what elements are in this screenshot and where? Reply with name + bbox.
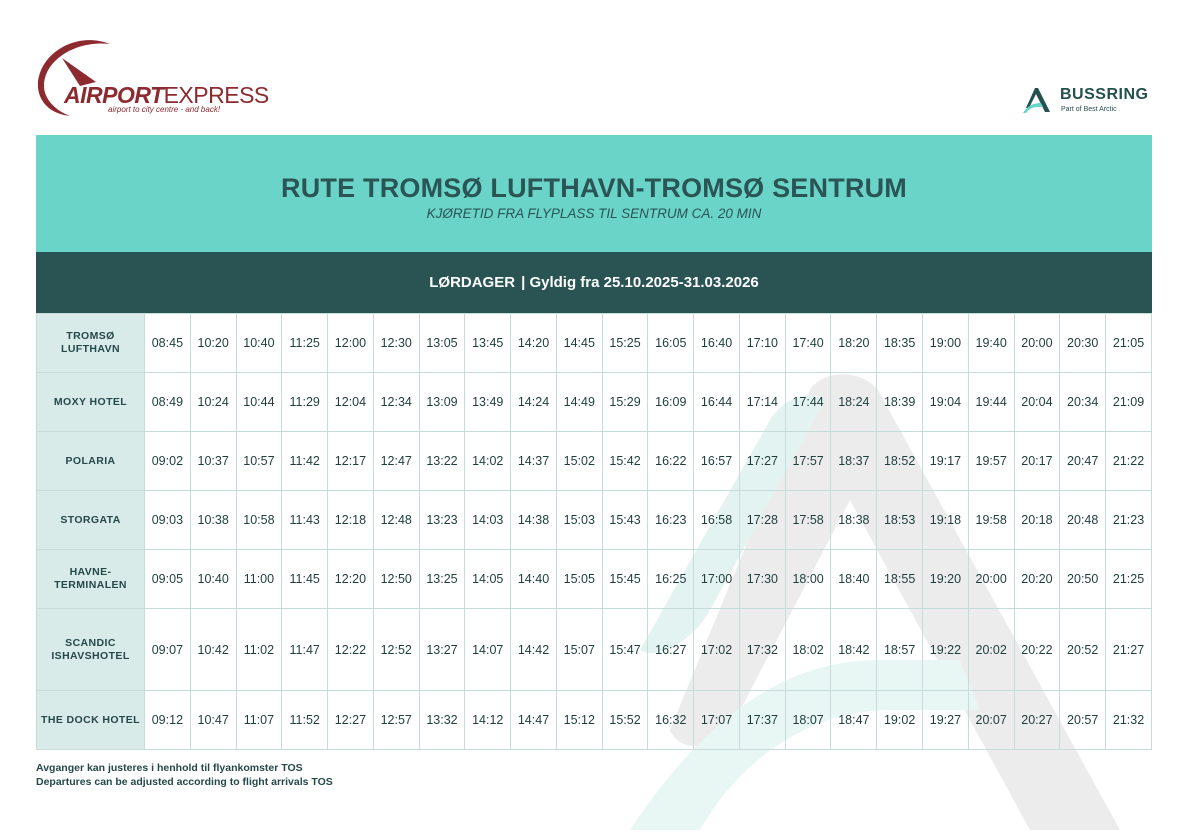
- departure-time: 17:27: [739, 432, 785, 491]
- departure-time: 19:44: [968, 373, 1014, 432]
- departure-time: 18:47: [831, 691, 877, 750]
- departure-time: 10:24: [190, 373, 236, 432]
- departure-time: 18:57: [877, 609, 923, 691]
- departure-time: 12:52: [373, 609, 419, 691]
- departure-time: 14:24: [511, 373, 557, 432]
- departure-time: 12:17: [328, 432, 374, 491]
- departure-time: 17:07: [694, 691, 740, 750]
- departure-time: 19:18: [923, 491, 969, 550]
- departure-time: 19:00: [923, 314, 969, 373]
- departure-time: 16:58: [694, 491, 740, 550]
- departure-time: 21:32: [1106, 691, 1152, 750]
- departure-time: 16:27: [648, 609, 694, 691]
- departure-time: 20:52: [1060, 609, 1106, 691]
- airportexpress-logo: [34, 36, 274, 118]
- departure-time: 17:30: [739, 550, 785, 609]
- departure-time: 20:48: [1060, 491, 1106, 550]
- departure-time: 20:20: [1014, 550, 1060, 609]
- departure-time: 12:57: [373, 691, 419, 750]
- departure-time: 20:30: [1060, 314, 1106, 373]
- departure-time: 15:43: [602, 491, 648, 550]
- departure-time: 17:40: [785, 314, 831, 373]
- departure-time: 10:38: [190, 491, 236, 550]
- departure-time: 12:30: [373, 314, 419, 373]
- departure-time: 17:32: [739, 609, 785, 691]
- timetable: [36, 313, 1152, 750]
- table-row: [37, 609, 1152, 691]
- departure-time: 20:18: [1014, 491, 1060, 550]
- departure-time: 19:04: [923, 373, 969, 432]
- departure-time: 13:09: [419, 373, 465, 432]
- departure-time: 11:25: [282, 314, 328, 373]
- departure-time: 14:38: [511, 491, 557, 550]
- brand-part2: EXPRESS: [163, 82, 269, 108]
- departure-time: 15:02: [556, 432, 602, 491]
- departure-time: 18:37: [831, 432, 877, 491]
- departure-time: 09:12: [145, 691, 191, 750]
- departure-time: 14:40: [511, 550, 557, 609]
- departure-time: 15:47: [602, 609, 648, 691]
- departure-time: 18:00: [785, 550, 831, 609]
- departure-time: 17:28: [739, 491, 785, 550]
- departure-time: 16:09: [648, 373, 694, 432]
- footnote-english: Departures can be adjusted according to flight arrivals TOS: [36, 776, 333, 788]
- departure-time: 18:35: [877, 314, 923, 373]
- departure-time: 16:23: [648, 491, 694, 550]
- departure-time: 11:00: [236, 550, 282, 609]
- departure-time: 13:32: [419, 691, 465, 750]
- route-header: [36, 135, 1152, 252]
- departure-time: 15:25: [602, 314, 648, 373]
- departure-time: 18:55: [877, 550, 923, 609]
- departure-time: 12:48: [373, 491, 419, 550]
- departure-time: 17:14: [739, 373, 785, 432]
- departure-time: 14:12: [465, 691, 511, 750]
- departure-time: 19:22: [923, 609, 969, 691]
- departure-time: 12:47: [373, 432, 419, 491]
- departure-time: 17:57: [785, 432, 831, 491]
- departure-time: 19:27: [923, 691, 969, 750]
- departure-time: 10:37: [190, 432, 236, 491]
- departure-time: 10:40: [236, 314, 282, 373]
- departure-time: 09:03: [145, 491, 191, 550]
- stop-name: MOXY HOTEL: [37, 373, 145, 432]
- departure-time: 09:05: [145, 550, 191, 609]
- departure-time: 15:29: [602, 373, 648, 432]
- validity-bar: [36, 252, 1152, 313]
- departure-time: 10:47: [190, 691, 236, 750]
- airport-tagline: airport to city centre - and back!: [108, 105, 221, 114]
- departure-time: 20:04: [1014, 373, 1060, 432]
- departure-time: 19:17: [923, 432, 969, 491]
- departure-time: 11:52: [282, 691, 328, 750]
- departure-time: 12:27: [328, 691, 374, 750]
- departure-time: 11:02: [236, 609, 282, 691]
- brand-part1: AIRPORT: [64, 82, 164, 108]
- departure-time: 12:20: [328, 550, 374, 609]
- bussring-subtitle: Part of Best Arctic: [1061, 106, 1117, 113]
- departure-time: 16:40: [694, 314, 740, 373]
- departure-time: 15:45: [602, 550, 648, 609]
- departure-time: 13:05: [419, 314, 465, 373]
- departure-time: 17:00: [694, 550, 740, 609]
- departure-time: 20:00: [1014, 314, 1060, 373]
- departure-time: 20:00: [968, 550, 1014, 609]
- departure-time: 15:03: [556, 491, 602, 550]
- departure-time: 14:03: [465, 491, 511, 550]
- departure-time: 20:07: [968, 691, 1014, 750]
- departure-time: 12:34: [373, 373, 419, 432]
- departure-time: 15:07: [556, 609, 602, 691]
- departure-time: 19:40: [968, 314, 1014, 373]
- departure-time: 12:04: [328, 373, 374, 432]
- departure-time: 15:42: [602, 432, 648, 491]
- departure-time: 13:45: [465, 314, 511, 373]
- table-row: [37, 373, 1152, 432]
- departure-time: 19:58: [968, 491, 1014, 550]
- departure-time: 20:50: [1060, 550, 1106, 609]
- departure-time: 19:20: [923, 550, 969, 609]
- departure-time: 20:22: [1014, 609, 1060, 691]
- page-title: RUTE TROMSØ LUFTHAVN-TROMSØ SENTRUM: [281, 173, 907, 203]
- departure-time: 12:00: [328, 314, 374, 373]
- departure-time: 10:42: [190, 609, 236, 691]
- stop-name: SCANDIC ISHAVSHOTEL: [37, 609, 145, 691]
- day-label: LØRDAGER: [429, 274, 516, 291]
- departure-time: 16:25: [648, 550, 694, 609]
- departure-time: 18:38: [831, 491, 877, 550]
- timetable-body: [37, 314, 1152, 750]
- departure-time: 19:57: [968, 432, 1014, 491]
- departure-time: 20:57: [1060, 691, 1106, 750]
- departure-time: 14:07: [465, 609, 511, 691]
- departure-time: 10:57: [236, 432, 282, 491]
- departure-time: 18:52: [877, 432, 923, 491]
- stop-name: THE DOCK HOTEL: [37, 691, 145, 750]
- departure-time: 21:05: [1106, 314, 1152, 373]
- departure-time: 14:20: [511, 314, 557, 373]
- departure-time: 13:22: [419, 432, 465, 491]
- departure-time: 16:32: [648, 691, 694, 750]
- departure-time: 18:42: [831, 609, 877, 691]
- departure-time: 12:22: [328, 609, 374, 691]
- departure-time: 15:12: [556, 691, 602, 750]
- table-row: [37, 691, 1152, 750]
- departure-time: 18:20: [831, 314, 877, 373]
- departure-time: 11:47: [282, 609, 328, 691]
- departure-time: 21:25: [1106, 550, 1152, 609]
- departure-time: 14:47: [511, 691, 557, 750]
- departure-time: 21:27: [1106, 609, 1152, 691]
- bussring-logo: [1022, 86, 1162, 118]
- departure-time: 08:49: [145, 373, 191, 432]
- departure-time: 09:02: [145, 432, 191, 491]
- departure-time: 21:22: [1106, 432, 1152, 491]
- departure-time: 18:40: [831, 550, 877, 609]
- departure-time: 10:20: [190, 314, 236, 373]
- stop-name: HAVNE- TERMINALEN: [37, 550, 145, 609]
- departure-time: 17:58: [785, 491, 831, 550]
- table-row: [37, 432, 1152, 491]
- departure-time: 13:25: [419, 550, 465, 609]
- departure-time: 14:05: [465, 550, 511, 609]
- departure-time: 14:42: [511, 609, 557, 691]
- departure-time: 12:18: [328, 491, 374, 550]
- table-row: [37, 314, 1152, 373]
- departure-time: 13:49: [465, 373, 511, 432]
- bussring-name: BUSSRING: [1060, 86, 1149, 103]
- departure-time: 11:45: [282, 550, 328, 609]
- departure-time: 16:22: [648, 432, 694, 491]
- departure-time: 17:44: [785, 373, 831, 432]
- departure-time: 21:09: [1106, 373, 1152, 432]
- departure-time: 17:37: [739, 691, 785, 750]
- departure-time: 14:37: [511, 432, 557, 491]
- stop-name: TROMSØ LUFTHAVN: [37, 314, 145, 373]
- departure-time: 13:27: [419, 609, 465, 691]
- departure-time: 10:58: [236, 491, 282, 550]
- departure-time: 17:02: [694, 609, 740, 691]
- footnote-norwegian: Avganger kan justeres i henhold til flyankomster TOS: [36, 762, 303, 774]
- departure-time: 20:47: [1060, 432, 1106, 491]
- departure-time: 11:43: [282, 491, 328, 550]
- stop-name: POLARIA: [37, 432, 145, 491]
- departure-time: 10:44: [236, 373, 282, 432]
- departure-time: 18:02: [785, 609, 831, 691]
- departure-time: 15:52: [602, 691, 648, 750]
- departure-time: 12:50: [373, 550, 419, 609]
- departure-time: 20:27: [1014, 691, 1060, 750]
- validity-label: | Gyldig fra 25.10.2025-31.03.2026: [521, 274, 759, 291]
- departure-time: 09:07: [145, 609, 191, 691]
- departure-time: 11:07: [236, 691, 282, 750]
- departure-time: 13:23: [419, 491, 465, 550]
- table-row: [37, 491, 1152, 550]
- departure-time: 18:07: [785, 691, 831, 750]
- departure-time: 10:40: [190, 550, 236, 609]
- departure-time: 18:53: [877, 491, 923, 550]
- page-subtitle: KJØRETID FRA FLYPLASS TIL SENTRUM CA. 20 MIN: [426, 206, 762, 221]
- departure-time: 20:02: [968, 609, 1014, 691]
- departure-time: 20:34: [1060, 373, 1106, 432]
- departure-time: 14:02: [465, 432, 511, 491]
- departure-time: 18:39: [877, 373, 923, 432]
- departure-time: 17:10: [739, 314, 785, 373]
- departure-time: 14:45: [556, 314, 602, 373]
- departure-time: 16:44: [694, 373, 740, 432]
- departure-time: 19:02: [877, 691, 923, 750]
- departure-time: 16:05: [648, 314, 694, 373]
- departure-time: 18:24: [831, 373, 877, 432]
- departure-time: 21:23: [1106, 491, 1152, 550]
- departure-time: 08:45: [145, 314, 191, 373]
- departure-time: 20:17: [1014, 432, 1060, 491]
- departure-time: 14:49: [556, 373, 602, 432]
- departure-time: 15:05: [556, 550, 602, 609]
- departure-time: 16:57: [694, 432, 740, 491]
- bussring-mark-icon: [1022, 86, 1052, 114]
- stop-name: STORGATA: [37, 491, 145, 550]
- departure-time: 11:42: [282, 432, 328, 491]
- table-row: [37, 550, 1152, 609]
- departure-time: 11:29: [282, 373, 328, 432]
- footnotes: [36, 761, 333, 789]
